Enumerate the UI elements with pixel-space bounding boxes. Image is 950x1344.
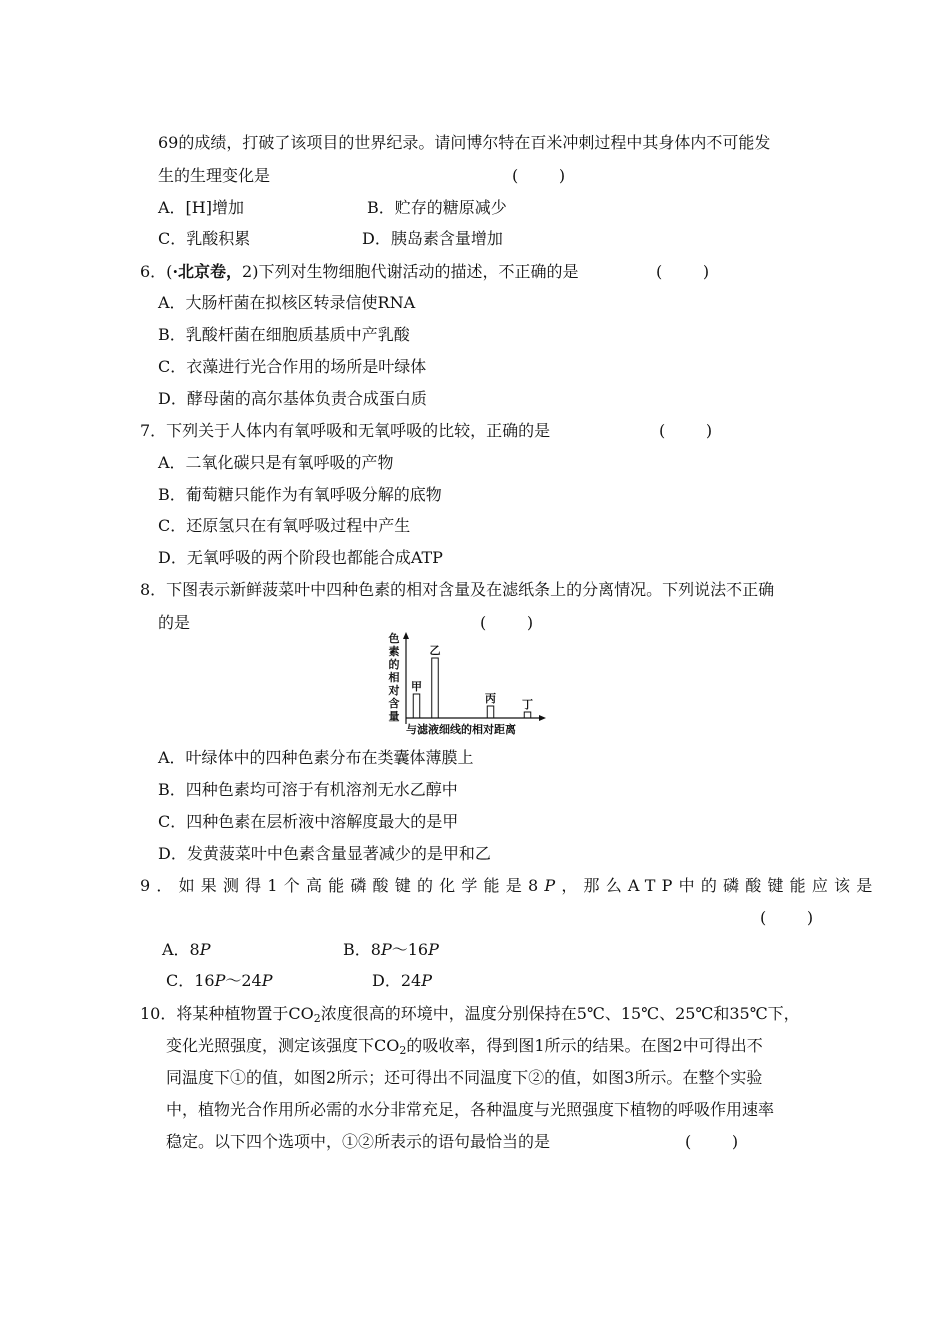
q5-option-a: A．[H]增加 [158,198,244,217]
q9-option-d [372,971,432,991]
q8-option-d: D．发黄菠菜叶中色素含量显著减少的是甲和乙 [158,844,491,863]
q7-option-a: A．二氧化碳只是有氧呼吸的产物 [158,453,394,472]
q6-number: 6．( [140,262,173,281]
q9-option-a [162,940,211,960]
q9-option-d-text: D．24 [372,971,422,990]
q9-option-c-text: C．16 [166,971,215,990]
q6-option-d: D．酵母菌的高尔基体负责合成蛋白质 [158,389,427,408]
q10-line1-a: 10．将某种植物置于CO [140,1004,314,1023]
q10-stem-line2 [166,1036,763,1056]
q9-option-d-var: P [421,971,432,990]
q10-answer-paren: ( ) [685,1132,739,1151]
bar-label-1: 甲 [411,680,422,693]
q9-answer-paren: ( ) [760,908,814,927]
q8-stem-line1: 8．下图表示新鲜菠菜叶中四种色素的相对含量及在滤纸条上的分离情况。下列说法不正确 [140,580,775,599]
q8-option-c: C．四种色素在层析液中溶解度最大的是甲 [158,812,459,831]
q5-stem-line1: 69的成绩，打破了该项目的世界纪录。请问博尔特在百米冲刺过程中其身体内不可能发 [158,133,771,152]
bar-2 [432,658,439,718]
y-axis-title-char: 的 [388,658,400,671]
q5-stem-line2: 生的生理变化是 [158,166,271,185]
q9-option-c-mid: ～24 [225,971,262,990]
q6-answer-paren: ( ) [656,262,710,281]
q8-option-b: B．四种色素均可溶于有机溶剂无水乙醇中 [158,780,458,799]
x-axis-title: 与滤液细线的相对距离 [406,723,516,736]
q10-stem-line3: 同温度下①的值，如图2所示；还可得出不同温度下②的值，如图3所示。在整个实验 [166,1068,763,1087]
bar-1 [413,694,420,718]
q9-stem-var: P [544,876,562,895]
q9-option-c-var: P [214,971,226,990]
y-axis-title-char: 含 [388,697,400,710]
bar-3 [487,706,494,718]
bar-4 [524,712,531,718]
q10-line1-sub: 2 [313,1012,321,1025]
q9-option-b-mid: ～16 [391,940,429,959]
y-axis-arrow [403,632,409,639]
q9-stem [140,876,878,896]
q8-stem-line2: 的是 [158,613,191,632]
q6-option-a: A．大肠杆菌在拟核区转录信使RNA [158,293,416,312]
q7-option-c: C．还原氢只在有氧呼吸过程中产生 [158,516,411,535]
q9-option-b-text: B．8 [343,940,381,959]
q6-option-c: C．衣藻进行光合作用的场所是叶绿体 [158,357,427,376]
x-axis-arrow [539,715,546,721]
q7-option-b: B．葡萄糖只能作为有氧呼吸分解的底物 [158,485,442,504]
bar-label-2: 乙 [429,644,441,657]
y-axis-title-char: 素 [388,645,400,658]
q7-answer-paren: ( ) [659,421,713,440]
pigment-chart [376,630,576,740]
q9-option-b-var: P [380,940,392,959]
q10-stem-line4: 中，植物光合作用所必需的水分非常充足，各种温度与光照强度下植物的呼吸作用速率 [166,1100,775,1119]
q9-option-b [343,940,439,960]
q7-option-d: D．无氧呼吸的两个阶段也都能合成ATP [158,548,443,567]
q6-source: ·北京卷， [172,262,243,281]
q7-stem: 7．下列关于人体内有氧呼吸和无氧呼吸的比较，正确的是 [140,421,551,440]
q9-stem-post: ，那么ATP中的磷酸键能应该是 [561,876,879,895]
q6-option-b: B．乳酸杆菌在细胞质基质中产乳酸 [158,325,410,344]
bar-label-3: 丙 [485,692,496,705]
q8-option-a: A．叶绿体中的四种色素分布在类囊体薄膜上 [158,748,474,767]
q6-stem [140,262,578,282]
q10-stem-line5: 稳定。以下四个选项中，①②所表示的语句最恰当的是 [166,1132,551,1151]
q9-option-a-text: A．8 [162,940,200,959]
q10-line2-sub: 2 [399,1044,407,1057]
q10-line2-a: 变化光照强度，测定该强度下CO [166,1036,400,1055]
q8-answer-paren: ( ) [480,613,534,632]
q10-line1-b: 浓度很高的环境中，温度分别保持在5℃、15℃、25℃和35℃下， [320,1004,800,1023]
q10-line2-b: 的吸收率，得到图1所示的结果。在图2中可得出不 [406,1036,763,1055]
q9-option-b-var2: P [428,940,439,959]
q5-option-b: B．贮存的糖原减少 [367,198,507,217]
q5-option-d: D．胰岛素含量增加 [362,229,503,248]
q6-stem-text: 2)下列对生物细胞代谢活动的描述，不正确的是 [242,262,579,281]
y-axis-title-char: 量 [388,710,400,723]
bar-label-4: 丁 [522,698,533,711]
q9-option-c [166,971,273,991]
y-axis-title-char: 对 [388,684,400,697]
q9-stem-pre: 9．如果测得1个高能磷酸键的化学能是8 [140,876,545,895]
q5-answer-paren: ( ) [512,166,566,185]
q9-option-c-var2: P [261,971,273,990]
y-axis-title-char: 相 [388,671,400,684]
y-axis-title-char: 色 [388,632,400,645]
q10-stem-line1 [140,1004,800,1024]
q5-option-c: C．乳酸积累 [158,229,251,248]
q9-option-a-var: P [199,940,211,959]
y-axis-title [388,631,400,723]
